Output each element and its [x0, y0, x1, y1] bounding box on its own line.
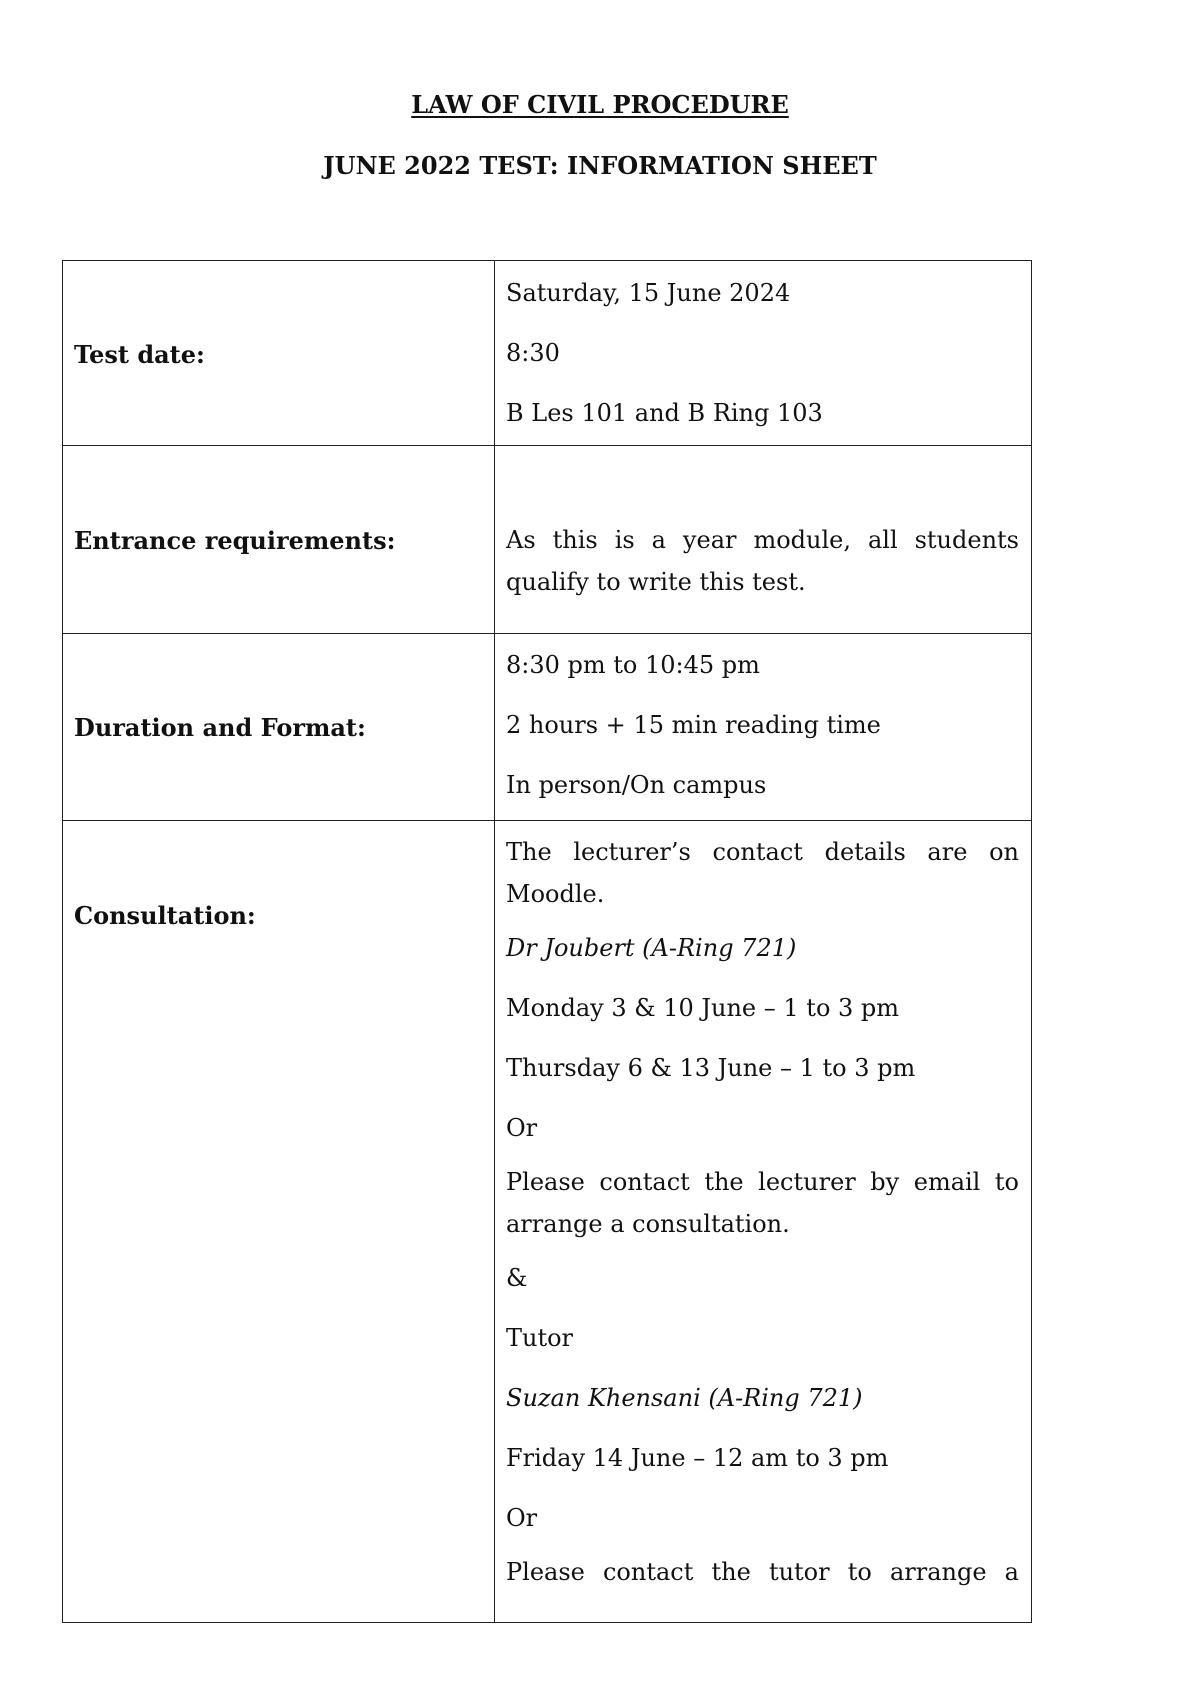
tutor-slot: Friday 14 June – 12 am to 3 pm [506, 1444, 889, 1472]
table-row-duration [63, 634, 1032, 821]
test-date-time: 8:30 [506, 339, 560, 367]
entrance-label: Entrance requirements: [74, 526, 396, 555]
info-table [62, 260, 1032, 1623]
or-text: Or [506, 1114, 538, 1142]
lecturer-slot-1: Monday 3 & 10 June – 1 to 3 pm [506, 994, 900, 1022]
label-cell [63, 446, 495, 634]
table-row-consultation [63, 821, 1032, 1623]
lecturer-slot-2: Thursday 6 & 13 June – 1 to 3 pm [506, 1054, 916, 1082]
tutor-contact-text: Please contact the tutor to arrange a [506, 1558, 1019, 1586]
value-cell [495, 634, 1032, 821]
duration-format: In person/On campus [506, 771, 767, 799]
tutor-heading: Tutor [506, 1324, 574, 1352]
label-cell [63, 634, 495, 821]
test-date-venue: B Les 101 and B Ring 103 [506, 399, 823, 427]
duration-length: 2 hours + 15 min reading time [506, 711, 881, 739]
label-cell [63, 261, 495, 446]
label-cell [63, 821, 495, 1623]
duration-label: Duration and Format: [74, 713, 366, 742]
value-cell [495, 821, 1032, 1623]
value-cell [495, 446, 1032, 634]
table-row-test-date [63, 261, 1032, 446]
consultation-label: Consultation: [74, 901, 256, 930]
test-date-day: Saturday, 15 June 2024 [506, 279, 791, 307]
duration-time: 8:30 pm to 10:45 pm [506, 651, 760, 679]
entrance-text: As this is a year module, all students qualify to write this test. [506, 526, 1019, 596]
table-row-entrance [63, 446, 1032, 634]
value-cell [495, 261, 1032, 446]
document-subtitle: JUNE 2022 TEST: INFORMATION SHEET [323, 151, 877, 180]
lecturer-email-text: Please contact the lecturer by email to arrange a consultation. [506, 1168, 1019, 1238]
lecturer-name: Dr Joubert (A-Ring 721) [506, 934, 797, 962]
ampersand-text: & [506, 1264, 528, 1292]
tutor-name: Suzan Khensani (A-Ring 721) [506, 1384, 863, 1412]
test-date-label: Test date: [74, 340, 205, 369]
consultation-intro: The lecturer’s contact details are on Moodle. [506, 838, 1019, 908]
or-text-2: Or [506, 1504, 538, 1532]
document-title: LAW OF CIVIL PROCEDURE [411, 90, 789, 119]
